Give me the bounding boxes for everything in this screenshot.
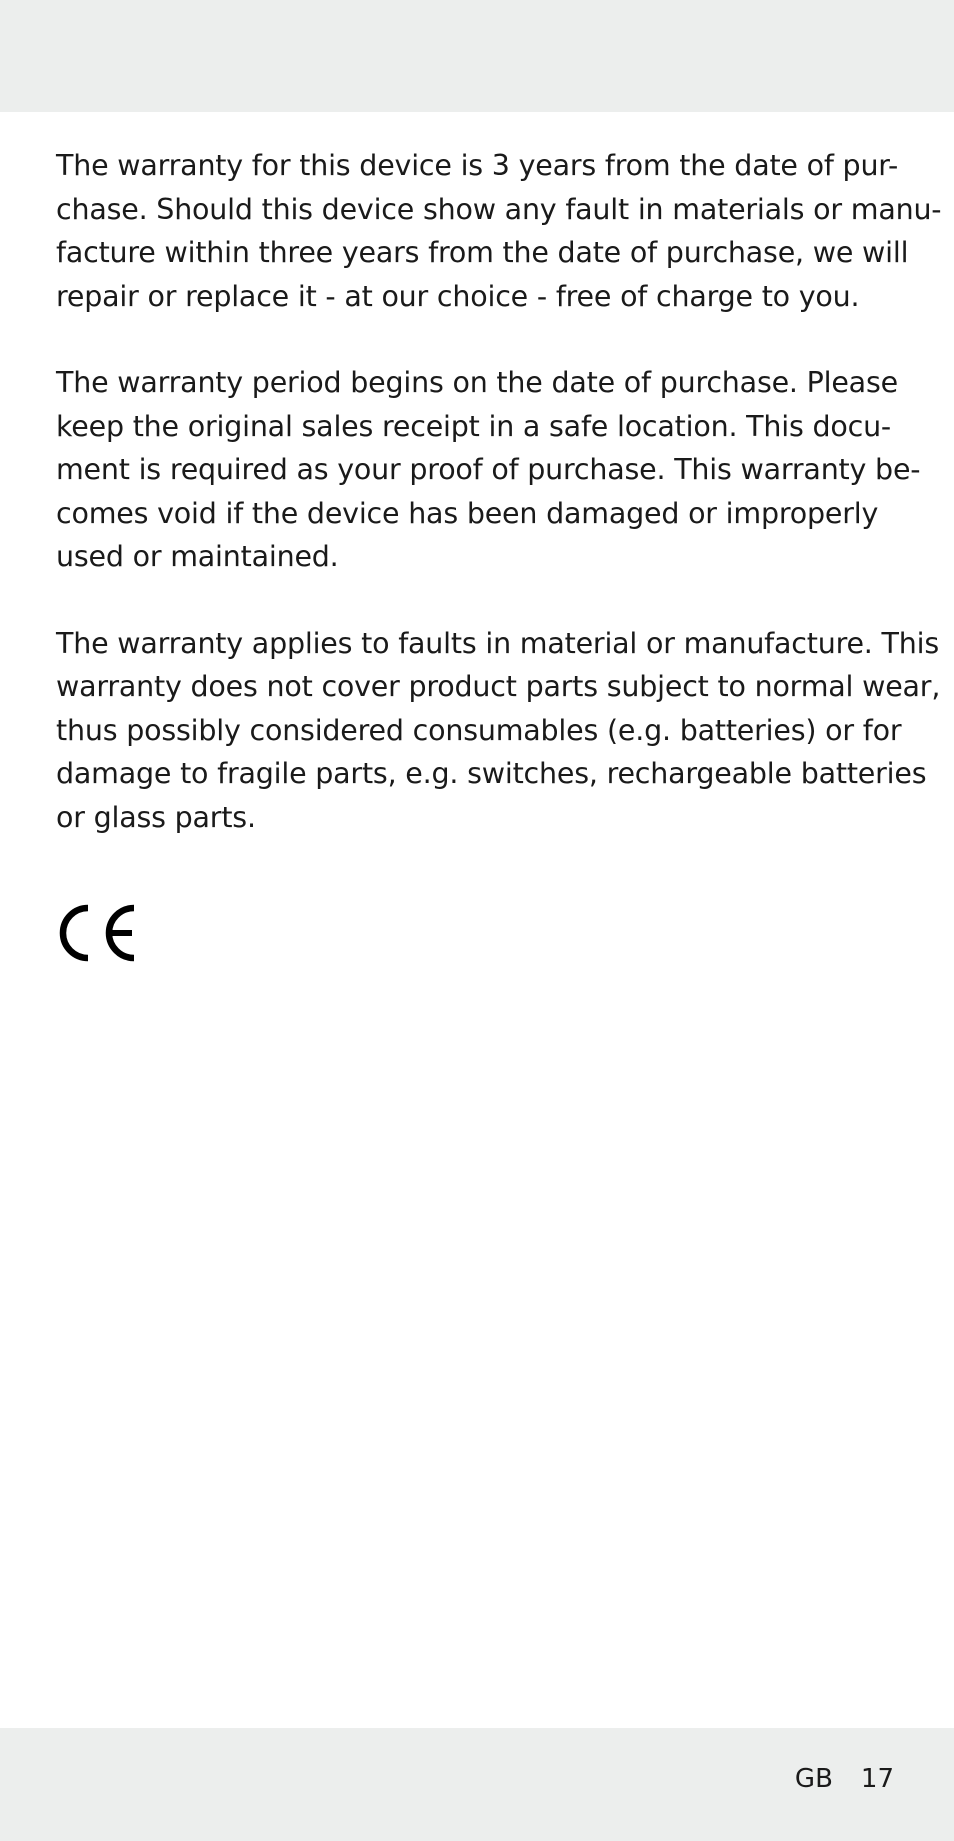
warranty-content [56, 144, 942, 882]
text-line: facture within three years from the date of purchase, we will [56, 236, 909, 269]
text-line: keep the original sales receipt in a safe location. This docu- [56, 409, 892, 443]
ce-mark-icon [54, 904, 136, 962]
text-line: repair or replace it - at our choice - free of charge to you. [56, 279, 860, 313]
page-number: 17 [860, 1764, 894, 1794]
language-code: GB [794, 1764, 833, 1794]
text-line: The warranty period begins on the date of purchase. Please [56, 366, 898, 399]
text-line: warranty does not cover product parts subject to normal wear, [56, 670, 941, 703]
text-line: ment is required as your proof of purchase. This warranty be- [56, 453, 921, 486]
warranty-paragraph-3 [56, 622, 941, 840]
warranty-paragraph-2 [56, 361, 921, 579]
page-footer [795, 1762, 894, 1796]
text-line: chase. Should this device show any fault in materials or manu- [56, 192, 942, 226]
text-line: The warranty applies to faults in material or manufacture. This [56, 626, 939, 660]
text-line: used or maintained. [56, 540, 339, 573]
text-line: thus possibly considered consumables (e.g. batteries) or for [56, 713, 902, 747]
text-line: The warranty for this device is 3 years from the date of pur- [56, 149, 899, 182]
warranty-paragraph-1 [56, 144, 942, 318]
text-line: damage to fragile parts, e.g. switches, rechargeable batteries [56, 757, 927, 790]
text-line: or glass parts. [56, 800, 256, 834]
text-line: comes void if the device has been damaged or improperly [56, 496, 879, 530]
header-band [0, 0, 954, 112]
